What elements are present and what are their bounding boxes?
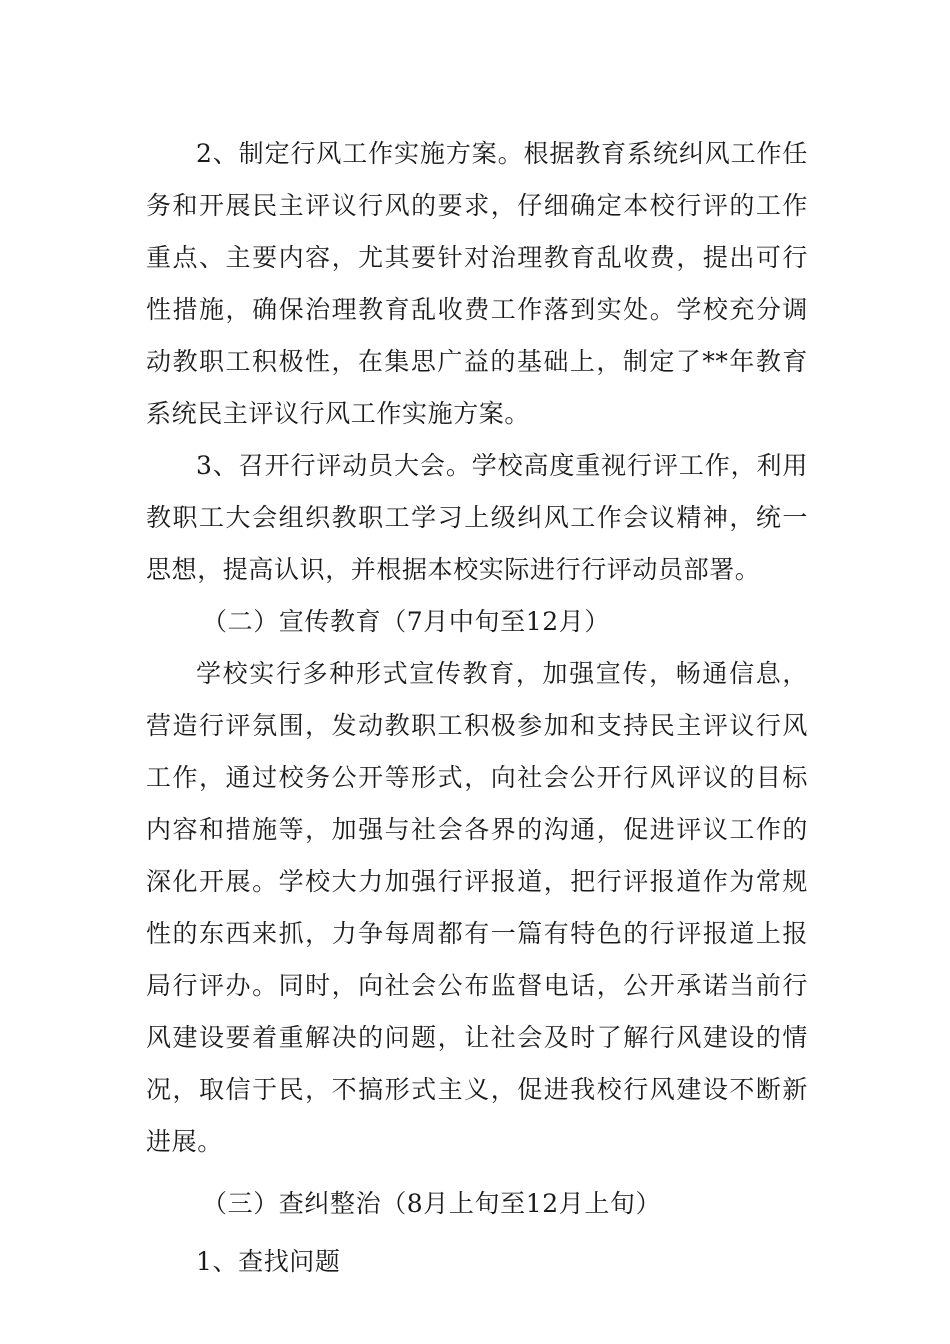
paragraph-plan: 2、制定行风工作实施方案。根据教育系统纠风工作任务和开展民主评议行风的要求，仔细确定本校行评的工作重点、主要内容，尤其要针对治理教育乱收费，提出可行性措施，确保治理教育乱收费工作落到实处。学校充分调动教职工积极性，在集思广益的基础上，制定了**年教育系统民主评议行风工作实施方案。 xyxy=(146,139,808,428)
section-heading-rectification: （三）查纠整治（8月上旬至12月上旬） xyxy=(202,1189,662,1218)
section-heading-publicity: （二）宣传教育（7月中旬至12月） xyxy=(202,607,610,636)
paragraph-publicity: 学校实行多种形式宣传教育，加强宣传，畅通信息，营造行评氛围，发动教职工积极参加和支持民主评议行风工作，通过校务公开等形式，向社会公开行风评议的目标内容和措施等，加强与社会各界的沟通，促进评议工作的深化开展。学校大力加强行评报道，把行评报道作为常规性的东西来抓，力争每周都有一篇有特色的行评报道上报局行评办。同时，向社会公布监督电话，公开承诺当前行风建设要着重解决的问题，让社会及时了解行风建设的情况，取信于民，不搞形式主义，促进我校行风建设不断新进展。 xyxy=(146,659,808,1156)
document-body xyxy=(146,128,808,1288)
paragraph-mobilization: 3、召开行评动员大会。学校高度重视行评工作，利用教职工大会组织教职工学习上级纠风工作会议精神，统一思想，提高认识，并根据本校实际进行行评动员部署。 xyxy=(146,451,808,584)
subheading-find-problems: 1、查找问题 xyxy=(196,1247,341,1276)
